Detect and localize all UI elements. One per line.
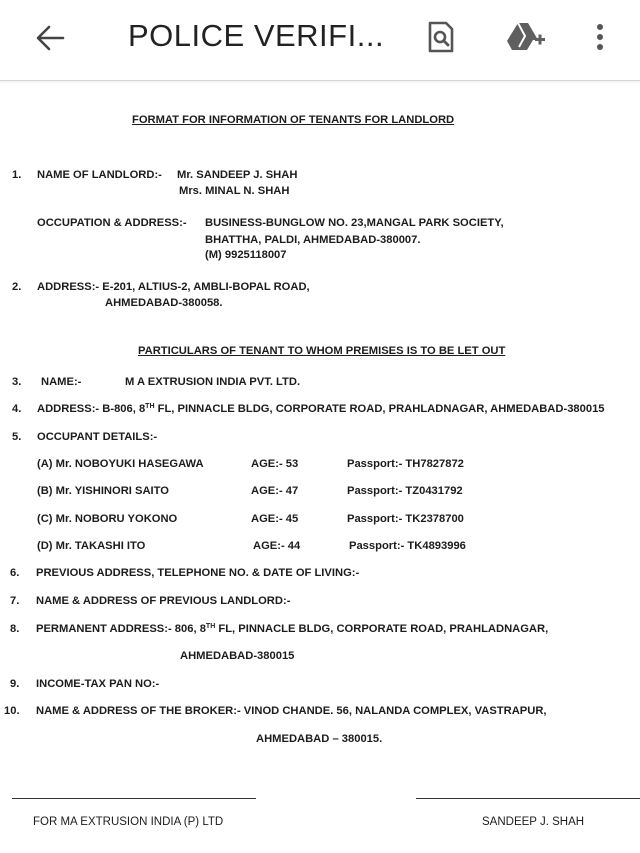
permanent-address-line-2: AHMEDABAD-380015 (180, 650, 295, 662)
item-number: 8. (10, 623, 20, 635)
signature-left: FOR MA EXTRUSION INDIA (P) LTD (33, 816, 224, 828)
item-number: 3. (12, 376, 22, 388)
occupant-passport: Passport:- TK4893996 (349, 540, 466, 552)
document-title: POLICE VERIFI... (128, 18, 385, 53)
occupant-name: (A) Mr. NOBOYUKI HASEGAWA (37, 458, 204, 470)
occupant-name: (C) Mr. NOBORU YOKONO (37, 513, 178, 525)
broker-details: NAME & ADDRESS OF THE BROKER:- VINOD CHANDE. 56, NALANDA COMPLEX, VASTRAPUR, (36, 705, 547, 717)
broker-address-line-2: AHMEDABAD – 380015. (256, 733, 383, 745)
landlord-name-2: Mrs. MINAL N. SHAH (179, 185, 290, 197)
occupation-label: OCCUPATION & ADDRESS:- (37, 217, 187, 229)
previous-landlord-label: NAME & ADDRESS OF PREVIOUS LANDLORD:- (36, 595, 291, 607)
item-number: 9. (10, 678, 20, 690)
occupation-line-1: BUSINESS-BUNGLOW NO. 23,MANGAL PARK SOCIETY, (205, 217, 504, 229)
item-number: 4. (12, 403, 22, 415)
occupation-line-3: (M) 9925118007 (205, 249, 287, 261)
pan-label: INCOME-TAX PAN NO:- (36, 678, 160, 690)
occupant-age: AGE:- 47 (251, 485, 299, 497)
occupant-passport: Passport:- TH7827872 (347, 458, 464, 470)
document-search-icon[interactable] (424, 20, 458, 54)
more-vert-icon[interactable] (590, 20, 610, 54)
tenant-name-value: M A EXTRUSION INDIA PVT. LTD. (125, 376, 301, 388)
item-number: 10. (4, 705, 20, 717)
item-number: 7. (10, 595, 20, 607)
address-line-2: AHMEDABAD-380058. (105, 297, 223, 309)
occupation-line-2: BHATTHA, PALDI, AHMEDABAD-380007. (205, 234, 421, 246)
item-number: 2. (12, 281, 22, 293)
occupant-name: (D) Mr. TAKASHI ITO (37, 540, 146, 552)
permanent-address: PERMANENT ADDRESS:- 806, 8TH FL, PINNACLE BLDG, CORPORATE ROAD, PRAHLADNAGAR, (36, 623, 549, 635)
item-number: 5. (12, 431, 22, 443)
signature-line-right (416, 798, 640, 799)
landlord-name-1: Mr. SANDEEP J. SHAH (177, 169, 298, 181)
occupant-age: AGE:- 45 (251, 513, 299, 525)
document-heading: FORMAT FOR INFORMATION OF TENANTS FOR LANDLORD (132, 114, 455, 126)
occupant-passport: Passport:- TZ0431792 (347, 485, 463, 497)
document-page (0, 81, 640, 853)
occupant-passport: Passport:- TK2378700 (347, 513, 464, 525)
landlord-label: NAME OF LANDLORD:- (37, 169, 162, 181)
app-bar (0, 0, 640, 81)
occupant-age: AGE:- 53 (251, 458, 299, 470)
back-arrow-icon[interactable] (30, 18, 70, 58)
occupant-label: OCCUPANT DETAILS:- (37, 431, 158, 443)
item-number: 1. (12, 169, 22, 181)
signature-right: SANDEEP J. SHAH (482, 816, 585, 828)
signature-line-left (12, 798, 256, 799)
address-line-1: ADDRESS:- E-201, ALTIUS-2, AMBLI-BOPAL ROAD, (37, 281, 310, 293)
occupant-age: AGE:- 44 (253, 540, 301, 552)
tenant-address: ADDRESS:- B-806, 8TH FL, PINNACLE BLDG, CORPORATE ROAD, PRAHLADNAGAR, AHMEDABAD-380015 (37, 403, 605, 415)
tenant-heading: PARTICULARS OF TENANT TO WHOM PREMISES IS TO BE LET OUT (138, 345, 506, 357)
occupant-name: (B) Mr. YISHINORI SAITO (37, 485, 169, 497)
item-number: 6. (10, 567, 20, 579)
tenant-name-label: NAME:- (41, 376, 82, 388)
previous-address-label: PREVIOUS ADDRESS, TELEPHONE NO. & DATE OF LIVING:- (36, 567, 360, 579)
drive-add-icon[interactable] (505, 20, 547, 54)
